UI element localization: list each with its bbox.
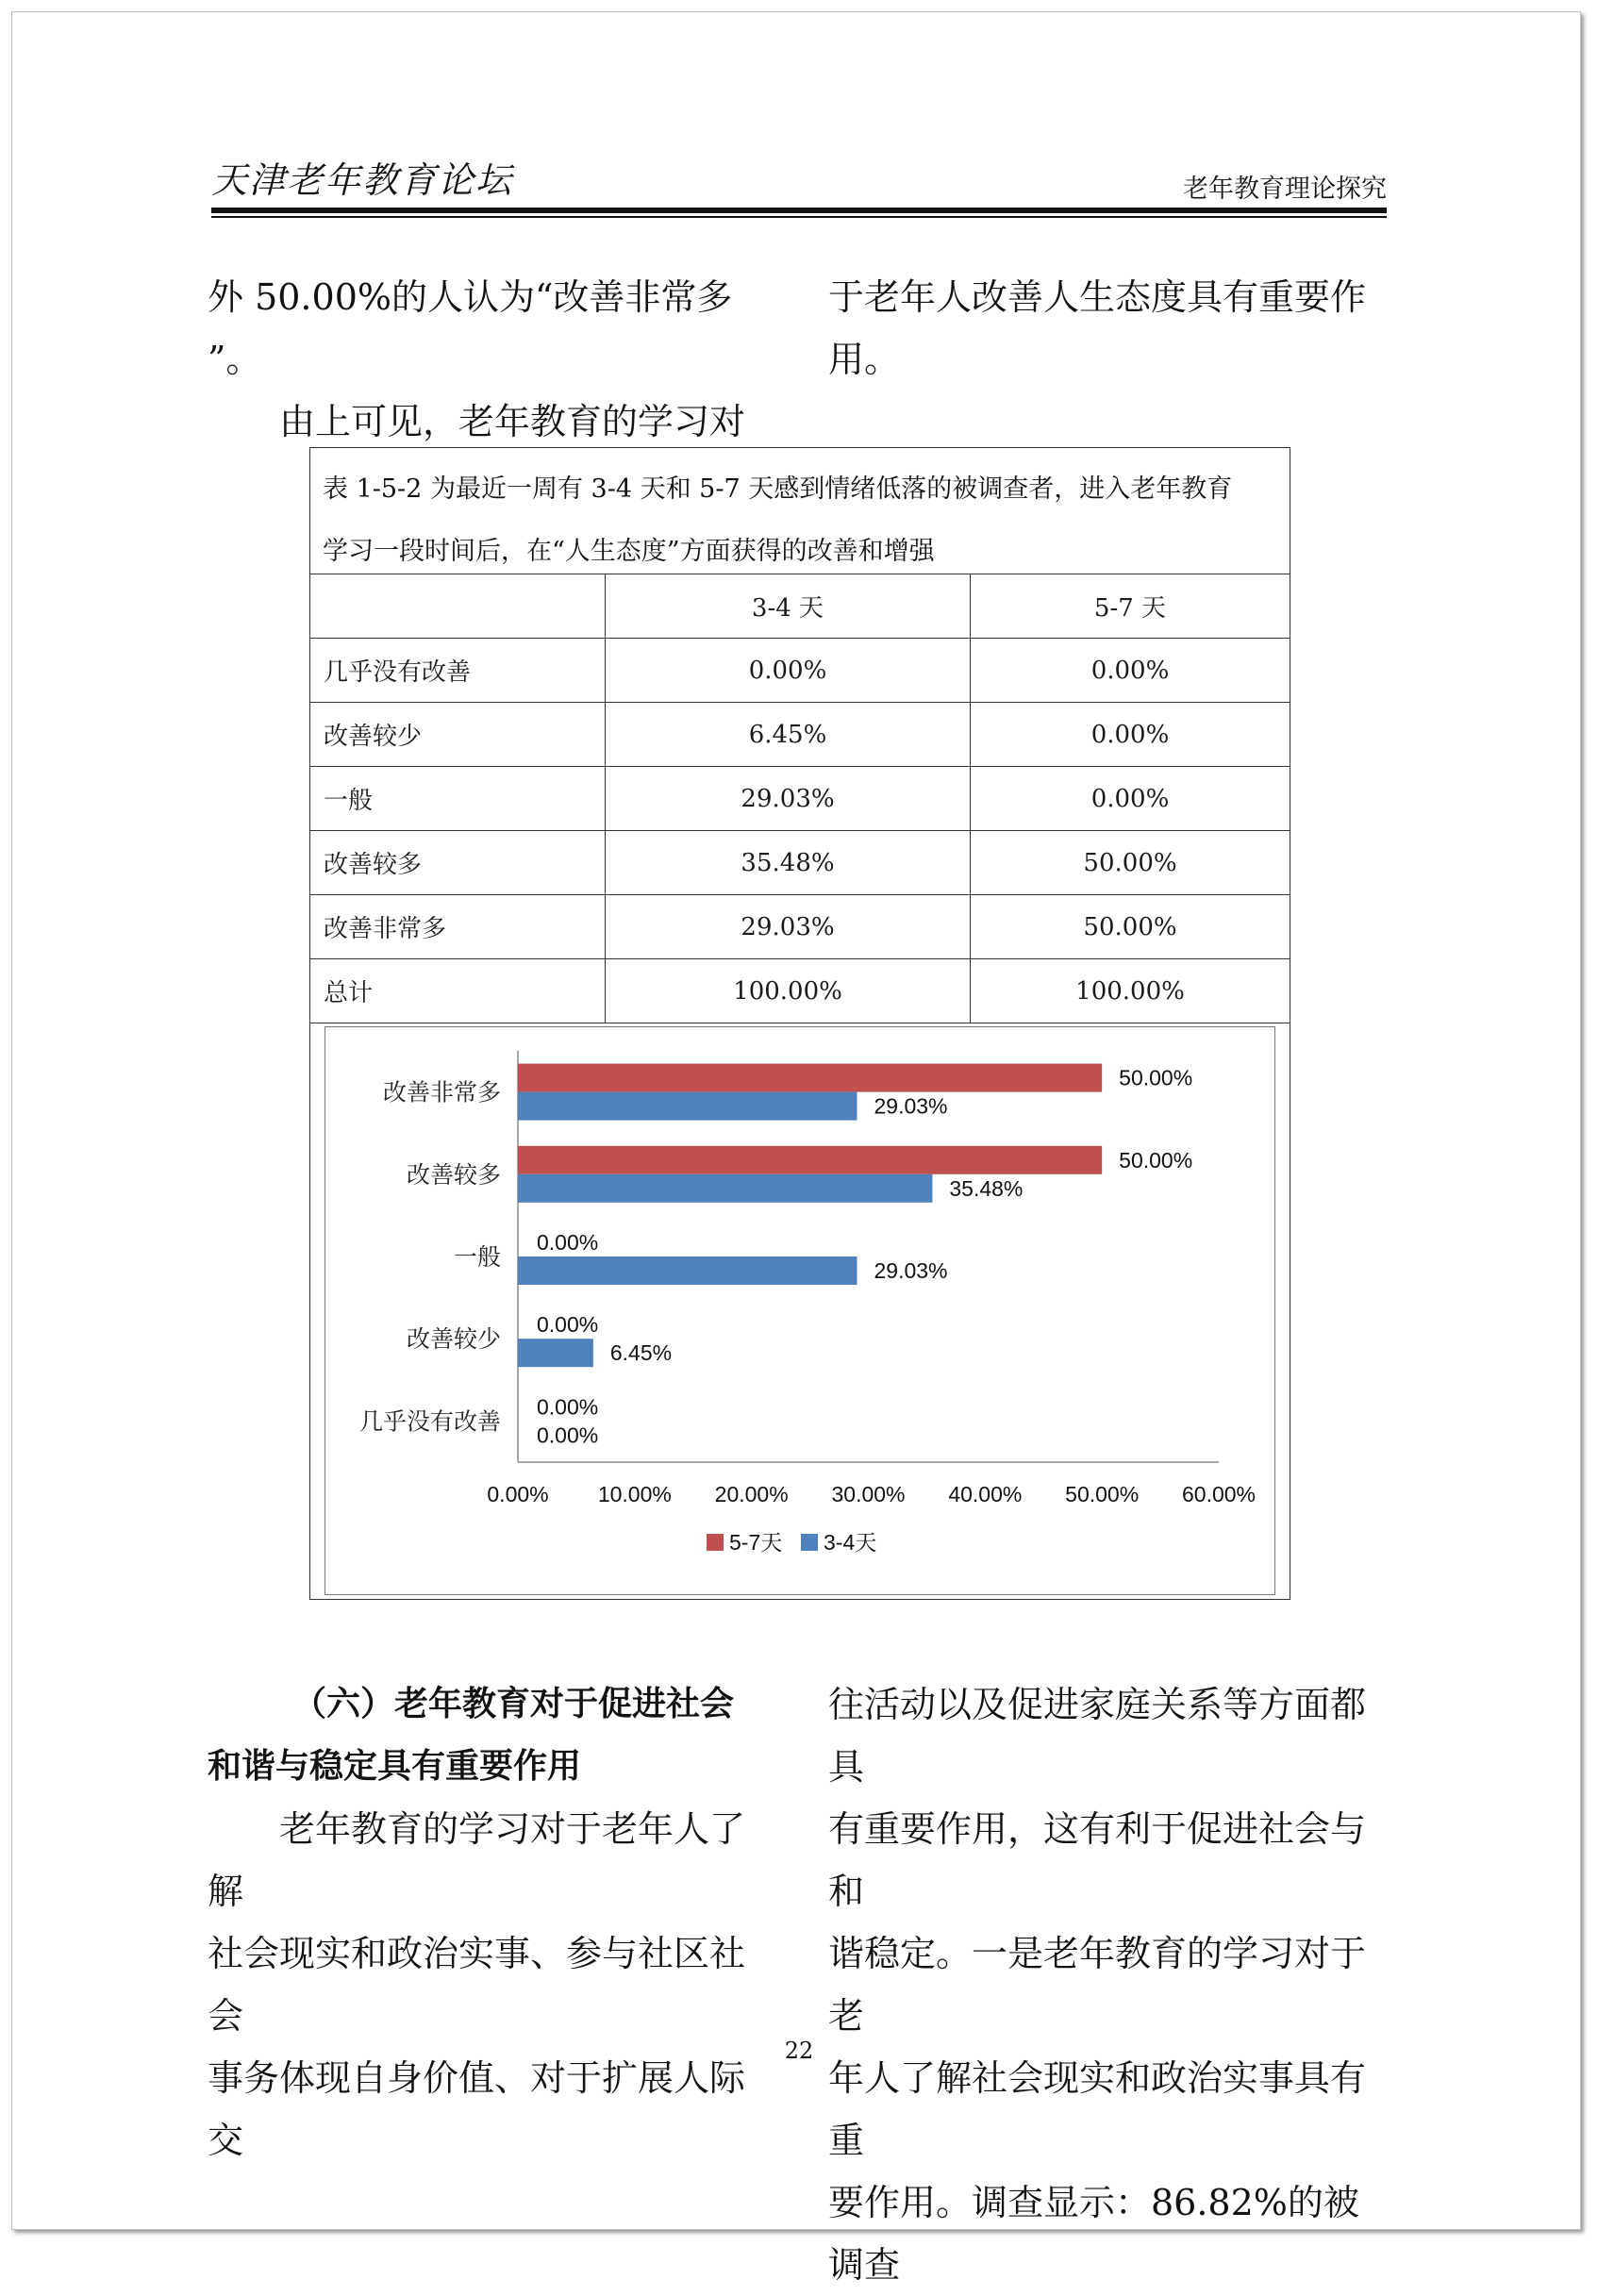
x-tick-label: 50.00% <box>1065 1482 1140 1506</box>
data-label: 0.00% <box>537 1394 599 1420</box>
category-label: 改善较多 <box>406 1160 501 1189</box>
table-row <box>310 767 1290 831</box>
cell-3-4: 0.00% <box>606 639 971 703</box>
text-line: 用。 <box>828 339 901 380</box>
x-tick-label: 20.00% <box>714 1482 789 1506</box>
top-right-paragraph <box>828 266 1394 391</box>
legend-label: 5-7天 <box>729 1530 783 1555</box>
table-row-total <box>310 959 1290 1023</box>
row-label: 改善非常多 <box>310 895 606 959</box>
cell-5-7: 50.00% <box>971 831 1290 895</box>
table-row <box>310 895 1290 959</box>
row-label: 改善较少 <box>310 703 606 767</box>
cell-5-7: 0.00% <box>971 703 1290 767</box>
row-label: 一般 <box>310 767 606 831</box>
text-line: 由上可见，老年教育的学习对 <box>279 401 746 442</box>
text-line: 要作用。调查显示：86.82%的被调查 <box>828 2182 1359 2286</box>
cell-3-4: 29.03% <box>606 767 971 831</box>
data-label: 0.00% <box>537 1230 599 1255</box>
text-line: 有重要作用，这有利于促进社会与和 <box>828 1808 1367 1912</box>
cell-5-7: 50.00% <box>971 895 1290 959</box>
data-label: 0.00% <box>537 1312 599 1338</box>
cell-3-4: 29.03% <box>606 895 971 959</box>
header-rule-thin <box>211 216 1387 218</box>
x-tick-label: 60.00% <box>1181 1482 1257 1506</box>
cell-3-4: 35.48% <box>606 831 971 895</box>
data-label: 29.03% <box>874 1093 948 1119</box>
section-title: 老年教育理论探究 <box>1183 175 1387 204</box>
table-caption <box>323 458 1275 583</box>
text-line: 社会现实和政治实事、参与社区社会 <box>208 1933 746 2037</box>
cell-5-7: 0.00% <box>971 767 1290 831</box>
legend-swatch <box>801 1534 818 1551</box>
cell-3-4: 6.45% <box>606 703 971 767</box>
x-tick-label: 0.00% <box>487 1482 549 1506</box>
row-label: 几乎没有改善 <box>310 639 606 703</box>
bar-3-4 <box>518 1092 857 1121</box>
header-cell: 5-7 天 <box>971 574 1290 639</box>
x-tick-label: 40.00% <box>948 1482 1023 1506</box>
data-label: 6.45% <box>609 1340 673 1366</box>
caption-line: 表 1-5-2 为最近一周有 3-4 天和 5-7 天感到情绪低落的被调查者，进入老年教育 <box>323 474 1233 504</box>
bar-3-4 <box>518 1339 593 1367</box>
text-line: 于老年人改善人生态度具有重要作 <box>828 276 1367 318</box>
caption-line: 学习一段时间后，在“人生态度”方面获得的改善和增强 <box>323 537 935 566</box>
cell-3-4: 100.00% <box>606 959 971 1023</box>
bottom-left-column <box>208 1673 774 2171</box>
row-label: 改善较多 <box>310 831 606 895</box>
cell-5-7: 100.00% <box>971 959 1290 1023</box>
category-label: 改善较少 <box>406 1325 501 1354</box>
x-tick-label: 10.00% <box>597 1482 672 1506</box>
text-line: 年人了解社会现实和政治实事具有重 <box>828 2057 1367 2161</box>
bar-3-4 <box>518 1256 857 1285</box>
table-header-row <box>310 574 1290 639</box>
bar-5-7 <box>518 1146 1102 1174</box>
category-label: 几乎没有改善 <box>358 1407 501 1436</box>
table-row <box>310 831 1290 895</box>
text-line: 谐稳定。一是老年教育的学习对于老 <box>828 1933 1367 2037</box>
row-label: 总计 <box>310 959 606 1023</box>
bottom-right-column <box>828 1673 1394 2296</box>
bar-chart <box>325 1026 1275 1595</box>
cell-5-7: 0.00% <box>971 639 1290 703</box>
journal-logo: 天津老年教育论坛 <box>211 159 514 201</box>
data-label: 0.00% <box>537 1423 599 1448</box>
page-number: 22 <box>784 2038 814 2064</box>
bar-5-7 <box>518 1064 1102 1092</box>
x-tick-label: 30.00% <box>831 1482 906 1506</box>
bar-3-4 <box>518 1174 932 1203</box>
header-cell: 3-4 天 <box>606 574 971 639</box>
header-cell <box>310 574 606 639</box>
section-heading: 和谐与稳定具有重要作用 <box>208 1747 582 1786</box>
data-label: 50.00% <box>1119 1065 1193 1090</box>
text-line: 事务体现自身价值、对于扩展人际交 <box>208 2057 746 2161</box>
category-label: 改善非常多 <box>382 1078 501 1106</box>
legend-swatch <box>707 1534 724 1551</box>
data-label: 29.03% <box>874 1258 948 1283</box>
category-label: 一般 <box>453 1243 501 1271</box>
table-row <box>310 703 1290 767</box>
table-row <box>310 639 1290 703</box>
data-table <box>309 574 1290 1023</box>
legend-label: 3-4天 <box>824 1530 877 1555</box>
section-heading: （六）老年教育对于促进社会 <box>292 1685 735 1723</box>
header-rule <box>211 208 1387 213</box>
text-line: 外 50.00%的人认为“改善非常多 ”。 <box>208 276 733 380</box>
text-line: 往活动以及促进家庭关系等方面都具 <box>828 1684 1367 1788</box>
data-label: 35.48% <box>949 1175 1024 1201</box>
text-line: 老年教育的学习对于老年人了解 <box>208 1808 746 1912</box>
top-left-paragraph <box>208 266 774 453</box>
data-label: 50.00% <box>1119 1147 1193 1173</box>
